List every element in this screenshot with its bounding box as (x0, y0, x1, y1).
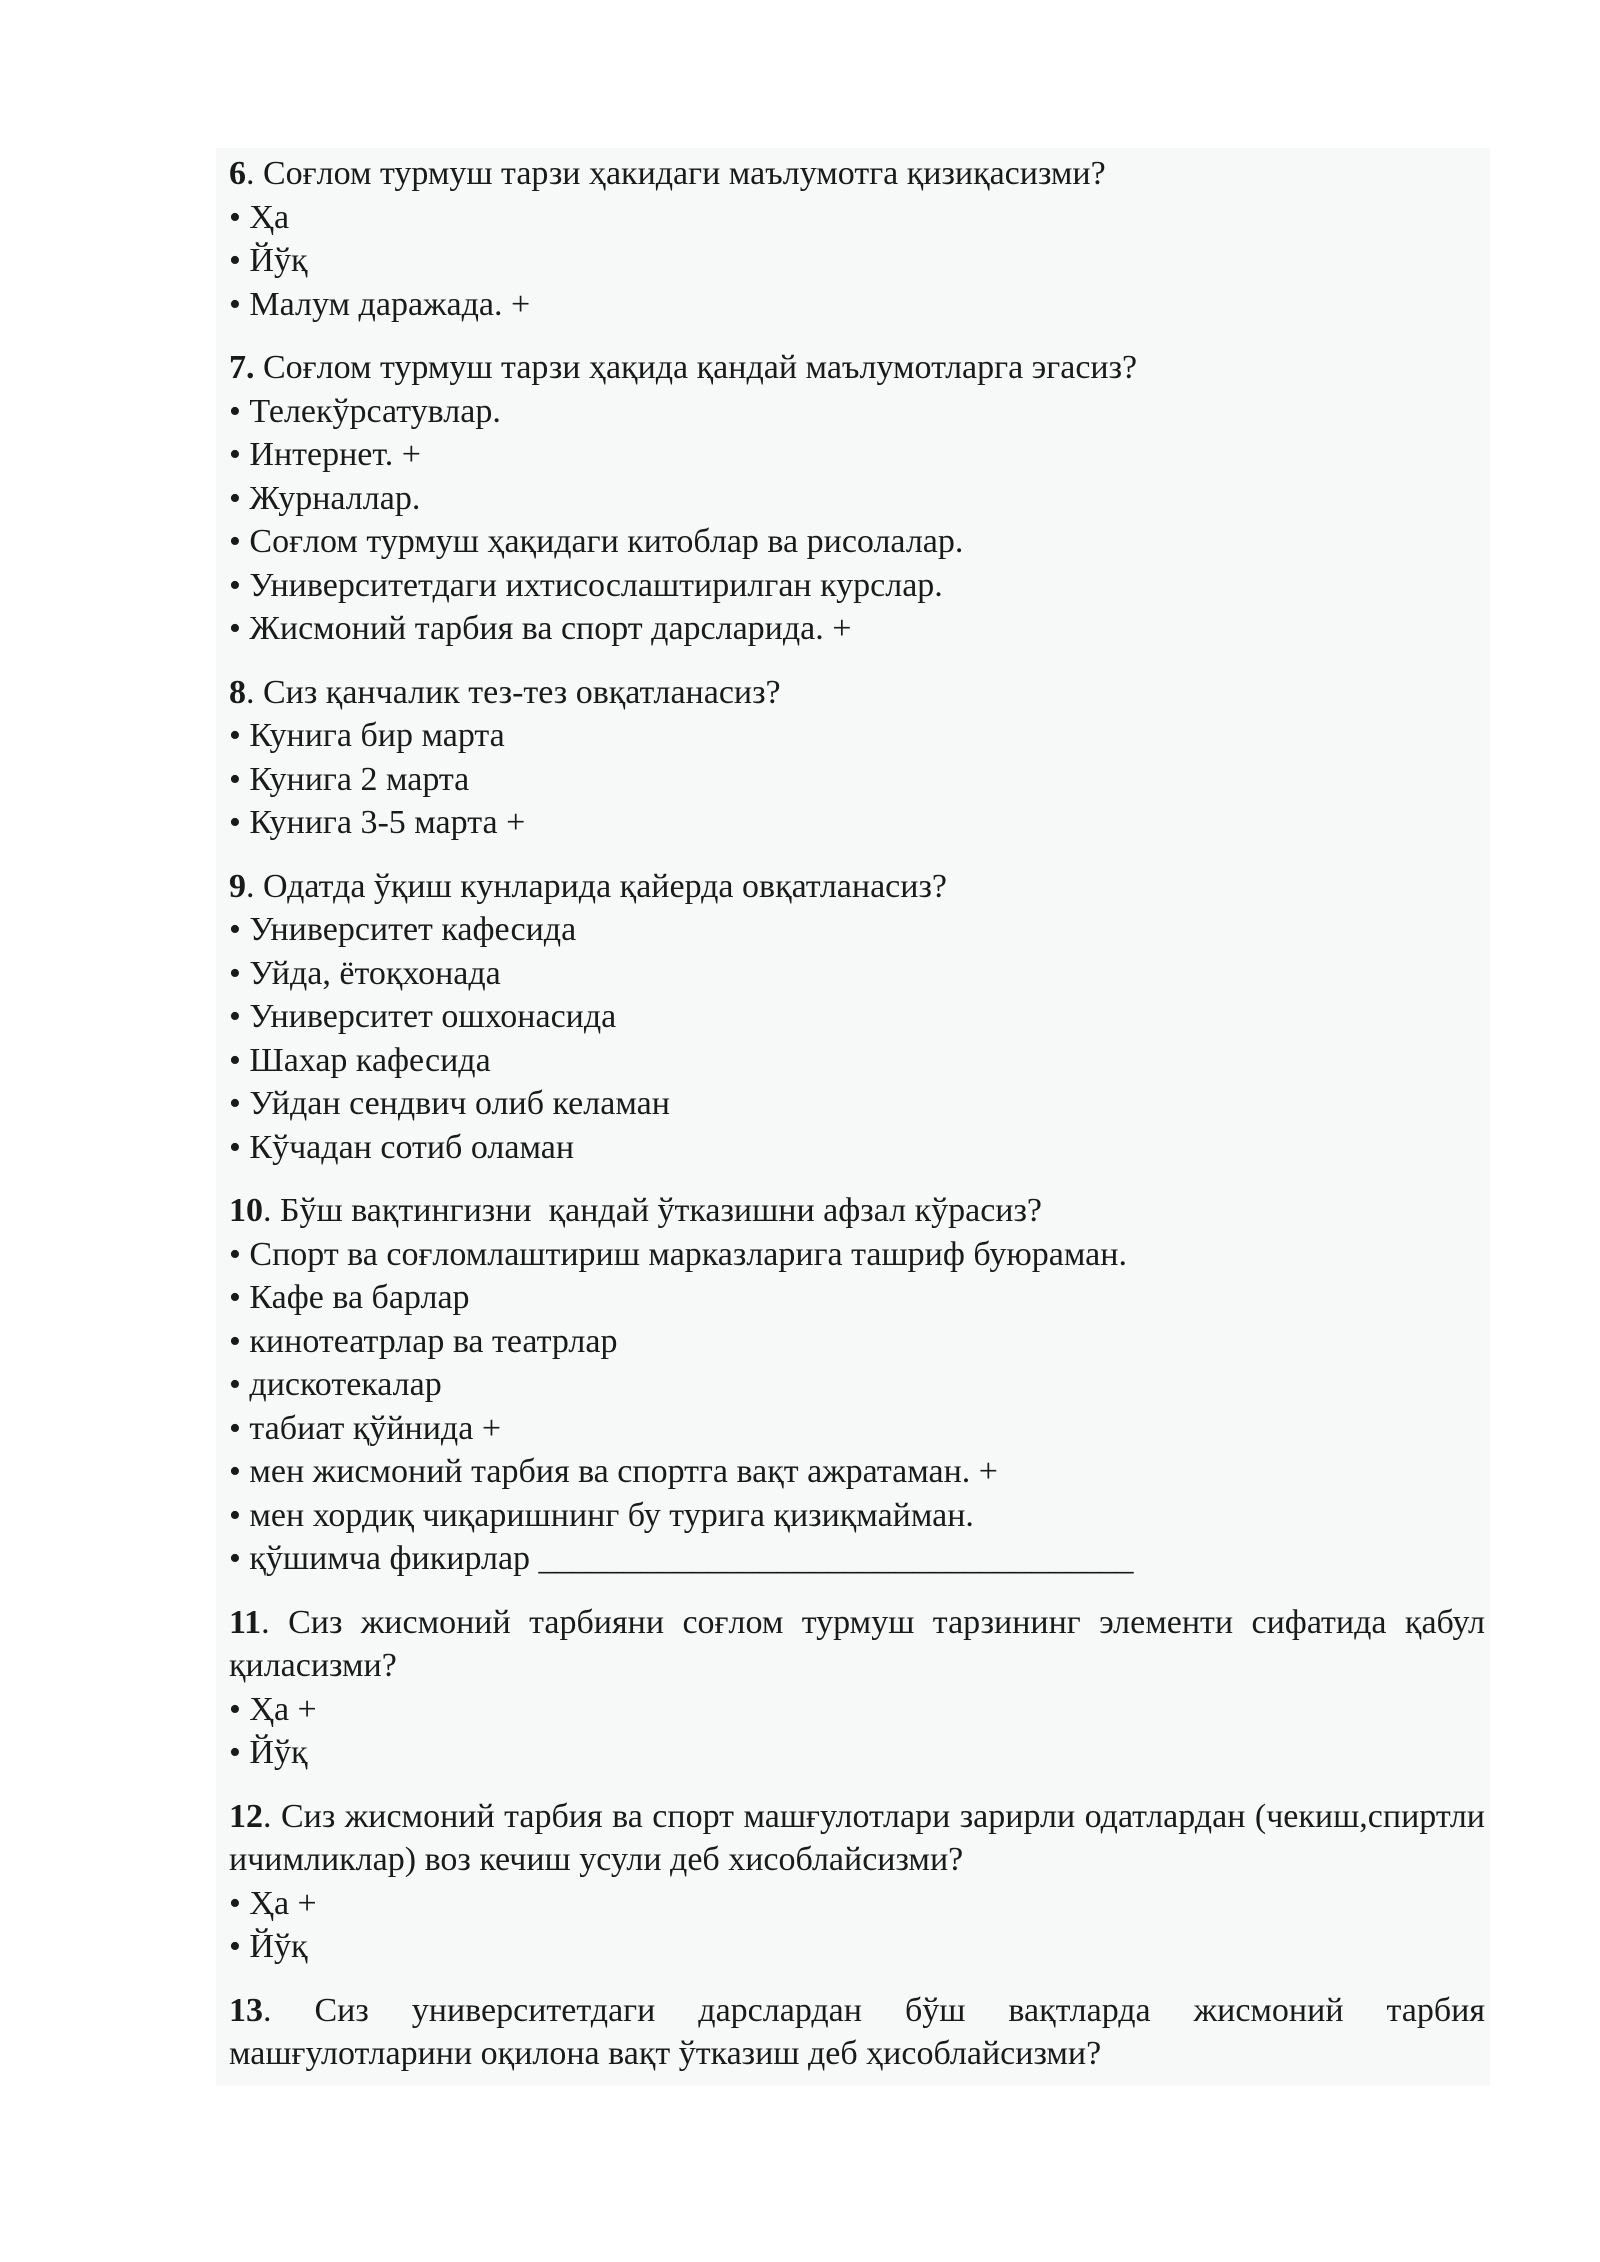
question-text: Бўш вақтингизни қандай ўтказишни афзал кўрасиз? (280, 1192, 1042, 1229)
question-10 (229, 1189, 1485, 1581)
question-line (229, 1601, 1485, 1688)
option: • Кунига 2 марта (229, 760, 470, 798)
question-separator: . (261, 1603, 289, 1641)
option: • Журналлар. (229, 479, 421, 517)
option: • Соғлом турмуш ҳақидаги китоблар ва рисолалар. (229, 523, 964, 560)
question-number: 8 (229, 673, 246, 711)
option: • Университет кафесида (229, 911, 577, 948)
question-text: Соғлом турмуш тарзи ҳакидаги маълумотга қизиқасизми? (263, 155, 1106, 192)
question-text: Сиз қанчалик тез-тез овқатланасиз? (263, 673, 781, 711)
question-number: 11 (229, 1603, 262, 1641)
question-line (229, 865, 1485, 909)
question-8 (229, 671, 1485, 845)
option: • Йўқ (229, 242, 308, 279)
question-separator: . (263, 1797, 281, 1835)
question-line (229, 671, 1485, 715)
option: • мен жисмоний тарбия ва спортга вақт ажратаман. + (229, 1453, 998, 1490)
option: • табиат қўйнида + (229, 1409, 501, 1447)
option: • Ҳа (229, 198, 290, 236)
question-separator: . (246, 155, 263, 192)
option: • Уйдан сендвич олиб келаман (229, 1085, 670, 1122)
question-text: Одатда ўқиш кунларида қайерда овқатланасиз? (263, 867, 947, 905)
option: • Спорт ва соғломлаштириш марказларига ташриф буюраман. (229, 1235, 1127, 1273)
question-line (229, 1795, 1485, 1882)
question-line (229, 346, 1485, 390)
option: • Уйда, ётоқхонада (229, 954, 501, 992)
question-text: Сиз жисмоний тарбия ва спорт машғулотлари зарирли одатлардан (чекиш,спиртли ичимликлар) воз кечиш усули деб хисоблайсизми? (229, 1797, 1485, 1878)
question-number: 12 (229, 1797, 263, 1835)
option: • кинотеатрлар ва театрлар (229, 1322, 618, 1360)
question-number: 6 (229, 155, 246, 192)
option: • Университетдаги ихтисослаштирилган курслар. (229, 566, 943, 604)
question-line (229, 152, 1485, 196)
question-number: 13 (229, 1991, 263, 2029)
option: • Жисмоний тарбия ва спорт дарсларида. + (229, 610, 852, 647)
option: • Йўқ (229, 1928, 308, 1965)
question-text: Сиз жисмоний тарбияни соғлом турмуш тарзининг элементи сифатида қабул қиласизми? (229, 1603, 1486, 1684)
option: • Кунига 3-5 марта + (229, 804, 526, 841)
option: • Телекўрсатувлар. (229, 392, 501, 430)
option: • Кўчадан сотиб оламан (229, 1128, 575, 1166)
question-line (229, 1989, 1485, 2076)
question-7 (229, 346, 1485, 651)
option: • Кафе ва барлар (229, 1279, 470, 1316)
option: • Интернет. + (229, 436, 421, 473)
question-separator: . (263, 1991, 315, 2029)
option: • дискотекалар (229, 1366, 442, 1403)
option: • Ҳа + (229, 1884, 317, 1922)
question-text: Сиз университетдаги дарслардан бўш вақтларда жисмоний тарбия машғулотларини оқилона вақт ўтказиш деб ҳисоблайсизми? (229, 1991, 1486, 2072)
question-separator: . (246, 673, 263, 711)
question-number: 9 (229, 867, 246, 905)
questionnaire (229, 152, 1485, 2096)
option: • Шахар кафесида (229, 1041, 491, 1079)
question-12 (229, 1795, 1485, 1969)
option: • Йўқ (229, 1734, 308, 1771)
question-separator: . (263, 1192, 280, 1229)
question-number: 10 (229, 1192, 263, 1229)
question-11 (229, 1601, 1485, 1775)
option-comment-line: • қўшимча фикирлар ___________________________________ (229, 1540, 1134, 1577)
option: • Кунига бир марта (229, 717, 505, 754)
question-text: Соғлом турмуш тарзи ҳақида қандай маълумотларга эгасиз? (263, 349, 1138, 386)
option: • Ҳа + (229, 1690, 317, 1728)
question-separator: . (246, 867, 263, 905)
question-13 (229, 1989, 1485, 2076)
option: • Университет ошхонасида (229, 998, 617, 1035)
option: • мен хордиқ чиқаришнинг бу турига қизиқмайман. (229, 1496, 974, 1534)
question-number: 7. (229, 349, 255, 386)
question-line (229, 1189, 1485, 1233)
question-6 (229, 152, 1485, 326)
option: • Малум даражада. + (229, 285, 531, 323)
question-separator (255, 349, 264, 386)
question-9 (229, 865, 1485, 1170)
